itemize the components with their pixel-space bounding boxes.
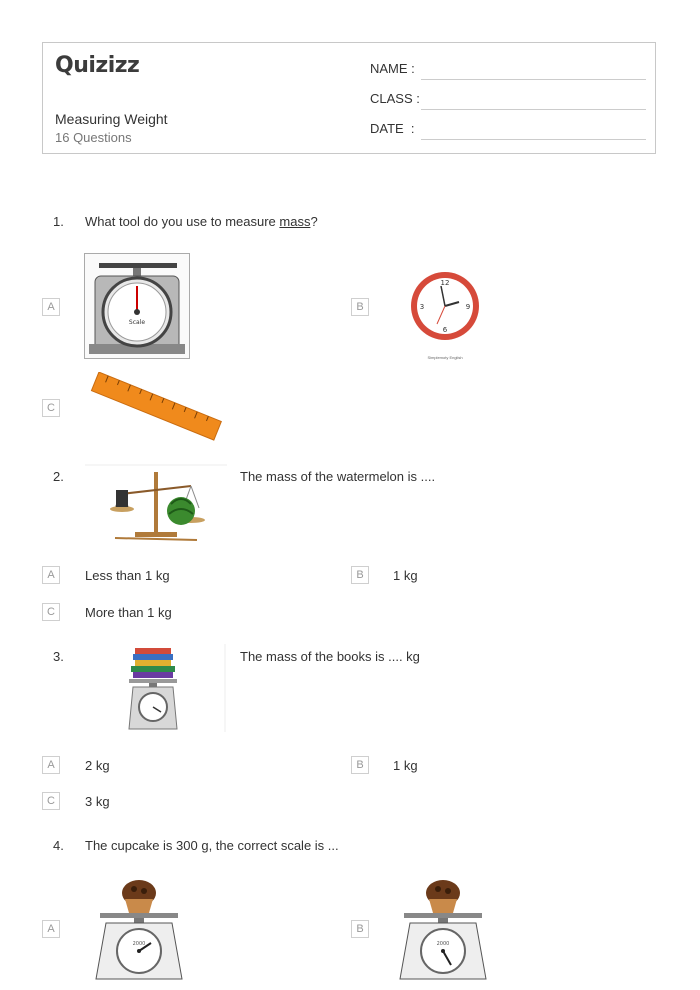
svg-text:3: 3 xyxy=(419,303,425,311)
date-label: DATE : xyxy=(370,121,415,136)
cupcake-scale-image xyxy=(94,877,184,981)
question-number: 3. xyxy=(53,649,64,664)
class-label: CLASS : xyxy=(370,91,420,106)
date-line[interactable] xyxy=(421,139,646,140)
option-c-box[interactable]: C xyxy=(42,603,60,621)
quizizz-logo: Quizizz xyxy=(55,53,140,78)
option-a-box[interactable]: A xyxy=(42,566,60,584)
option-b-box[interactable]: B xyxy=(351,920,369,938)
question-text-part: What tool do you use to measure xyxy=(85,214,280,229)
option-a-box[interactable]: A xyxy=(42,298,60,316)
option-a-box[interactable]: A xyxy=(42,920,60,938)
option-b-box[interactable]: B xyxy=(351,298,369,316)
question-text xyxy=(85,214,318,229)
option-c-box[interactable]: C xyxy=(42,792,60,810)
option-b-box[interactable]: B xyxy=(351,756,369,774)
worksheet-header xyxy=(42,42,656,154)
clock-caption: Simplemoty English xyxy=(427,355,463,360)
name-line[interactable] xyxy=(421,79,646,80)
question-count: 16 Questions xyxy=(55,130,132,145)
dial-label: 2000 xyxy=(436,941,450,947)
question-text: The mass of the books is .... kg xyxy=(240,649,420,664)
ruler-image xyxy=(86,372,226,442)
clock-image xyxy=(405,270,485,360)
svg-text:6: 6 xyxy=(442,326,448,334)
question-number: 1. xyxy=(53,214,64,229)
kitchen-scale-image xyxy=(84,253,190,359)
option-a-text: 2 kg xyxy=(85,758,110,773)
option-b-box[interactable]: B xyxy=(351,566,369,584)
question-text-part: ? xyxy=(310,214,318,229)
option-b-text: 1 kg xyxy=(393,758,418,773)
question-text: The mass of the watermelon is .... xyxy=(240,469,436,484)
svg-text:12: 12 xyxy=(440,279,450,287)
books-on-scale-image xyxy=(85,644,227,732)
scale-dial-text: Scale xyxy=(128,319,146,326)
worksheet-title: Measuring Weight xyxy=(55,111,168,127)
question-number: 2. xyxy=(53,469,64,484)
option-c-text: 3 kg xyxy=(85,794,110,809)
option-c-text: More than 1 kg xyxy=(85,605,172,620)
option-a-text: Less than 1 kg xyxy=(85,568,170,583)
question-number: 4. xyxy=(53,838,64,853)
option-a-box[interactable]: A xyxy=(42,756,60,774)
question-text-underlined: mass xyxy=(279,214,311,229)
class-line[interactable] xyxy=(421,109,646,110)
option-b-text: 1 kg xyxy=(393,568,418,583)
name-label: NAME : xyxy=(370,61,415,76)
cupcake-scale-image xyxy=(398,877,488,981)
svg-text:9: 9 xyxy=(465,303,471,311)
option-c-box[interactable]: C xyxy=(42,399,60,417)
question-text: The cupcake is 300 g, the correct scale is ... xyxy=(85,838,339,853)
dial-label: 2000 xyxy=(132,941,146,947)
balance-watermelon-image xyxy=(85,464,227,542)
